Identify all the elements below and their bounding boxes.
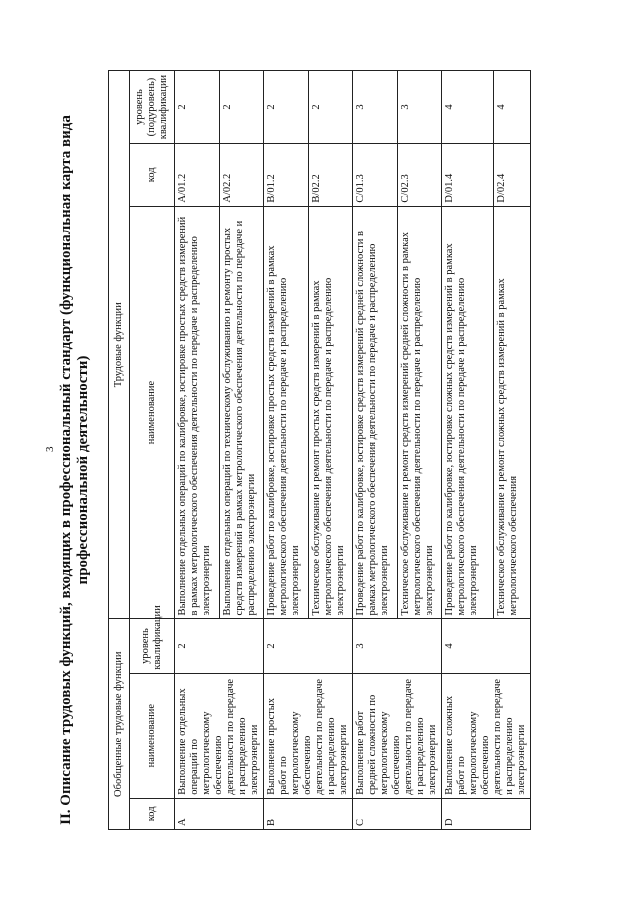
tf-level: 2 [264,71,309,144]
generalized-functions-header: Обобщенные трудовые функции [109,619,130,830]
tf-code: C/01.3 [353,144,398,207]
tf-name: Техническое обслуживание и ремонт сложных средств измерений в рамках метрологического обеспечения [494,206,531,619]
table-row [264,71,309,830]
rotated-page-content [58,62,618,870]
gf-level: 3 [353,619,442,673]
col-header-level: уровень квалификации [130,619,175,673]
table-row [353,71,398,830]
gf-code: D [442,798,531,829]
tf-name: Техническое обслуживание и ремонт средств измерений средней сложности в рамках метрологического обеспечения деятельности по передаче и распределению электроэнергии [397,206,442,619]
col-header-tf-level: уровень (подуровень) квалификации [130,71,175,144]
tf-code: B/01.2 [264,144,309,207]
section-title: II. Описание трудовых функций, входящих в профессиональный стандарт (функциональная карта вида профессиональной деятельности) [58,115,91,825]
gf-name: Выполнение работ средней сложности по метрологическому обеспечению деятельности по передаче и распределению электроэнергии [353,673,442,798]
tf-code: A/02.2 [219,144,264,207]
tf-level: 3 [397,71,442,144]
gf-code: B [264,798,353,829]
functional-map-table [108,70,531,830]
tf-code: D/01.4 [442,144,494,207]
gf-level: 4 [442,619,531,673]
col-header-tf-code: код [130,144,175,207]
gf-code: A [175,798,264,829]
tf-level: 2 [308,71,353,144]
col-header-tf-name: наименование [130,206,175,619]
tf-name: Проведение работ по калибровке, юстировке простых средств измерений в рамках метрологического обеспечения деятельности по передаче и распределению электроэнергии [264,206,309,619]
tf-code: B/02.2 [308,144,353,207]
tf-code: D/02.4 [494,144,531,207]
tf-name: Выполнение отдельных операций по техническому обслуживанию и ремонту простых средств измерений в рамках метрологического обеспечения деятельности по передаче и распределению электроэнергии [219,206,264,619]
gf-level: 2 [264,619,353,673]
tf-level: 3 [353,71,398,144]
gf-code: C [353,798,442,829]
tf-code: C/02.3 [397,144,442,207]
tf-level: 2 [175,71,220,144]
gf-name: Выполнение отдельных операций по метрологическому обеспечению деятельности по передаче и распределению электроэнергии [175,673,264,798]
gf-name: Выполнение простых работ по метрологическому обеспечению деятельности по передаче и распределению электроэнергии [264,673,353,798]
labor-functions-header: Трудовые функции [109,71,130,619]
tf-level: 4 [442,71,494,144]
tf-level: 4 [494,71,531,144]
page-number: 3 [44,446,56,452]
gf-name: Выполнение сложных работ по метрологическому обеспечению деятельности по передаче и распределению электроэнергии [442,673,531,798]
tf-name: Техническое обслуживание и ремонт простых средств измерений в рамках метрологического обеспечения деятельности по передаче и распределению электроэнергии [308,206,353,619]
table-row [442,71,494,830]
tf-name: Выполнение отдельных операций по калибровке, юстировке простых средств измерений в рамках метрологического обеспечения деятельности по передаче и распределению электроэнергии [175,206,220,619]
gf-level: 2 [175,619,264,673]
table-row [175,71,220,830]
tf-name: Проведение работ по калибровке, юстировке сложных средств измерений в рамках метрологического обеспечения деятельности по передаче и распределению электроэнергии [442,206,494,619]
tf-level: 2 [219,71,264,144]
tf-name: Проведение работ по калибровке, юстировке средств измерений средней сложности в рамках метрологического обеспечения деятельности по передаче и распределению электроэнергии [353,206,398,619]
col-header-name: наименование [130,673,175,798]
tf-code: A/01.2 [175,144,220,207]
col-header-code: код [130,798,175,829]
